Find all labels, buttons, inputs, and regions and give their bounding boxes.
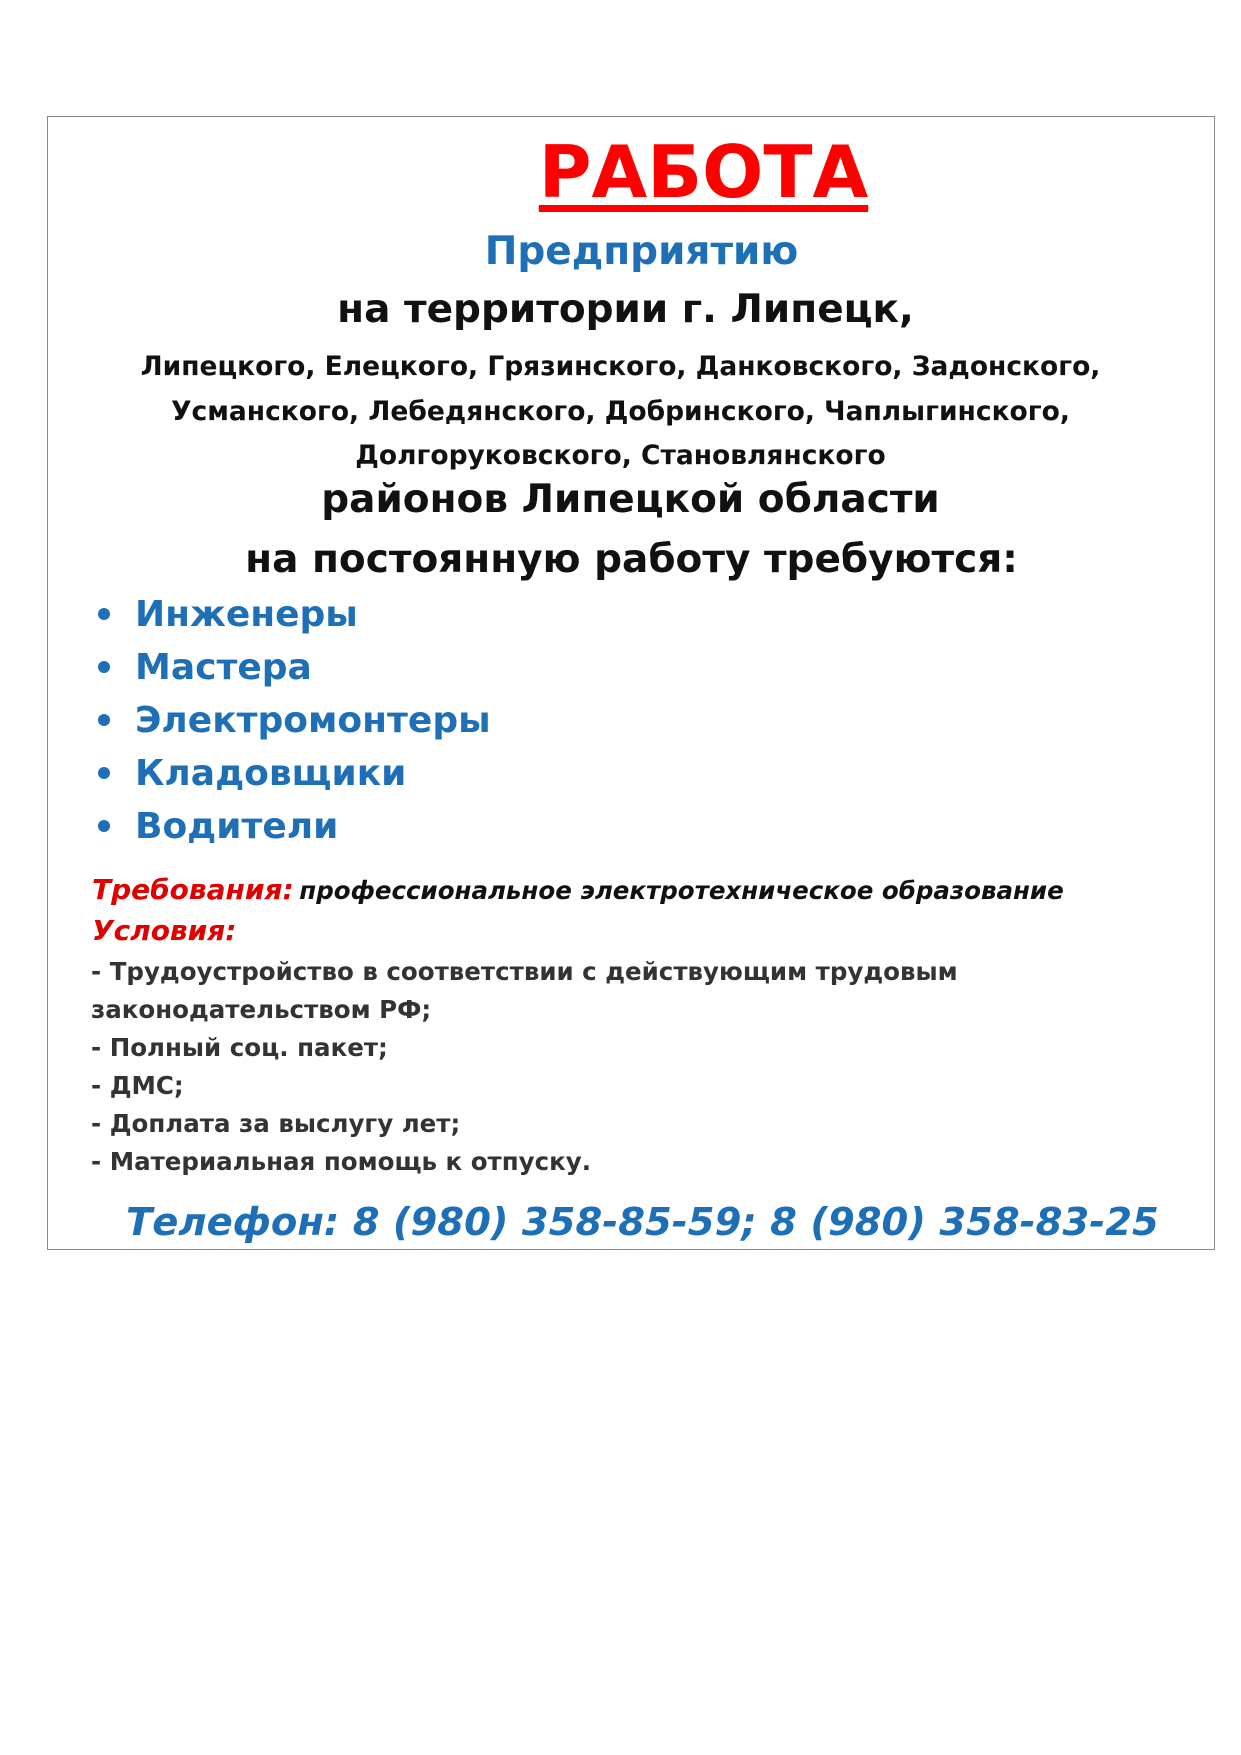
conditions-label: Условия: [92,914,237,947]
districts-line: Долгоруковского, Становлянского [355,440,886,471]
condition-item: - Материальная помощь к отпуску. [91,1147,592,1176]
bullet-icon [98,820,110,832]
condition-item: - Доплата за выслугу лет; [91,1109,461,1138]
company-line: Предприятию [484,229,799,274]
districts-line: Липецкого, Елецкого, Грязинского, Данковского, Задонского, [140,351,1101,382]
region-line: районов Липецкой области [321,477,940,522]
position-label: Мастера [135,647,312,688]
condition-item: - ДМС; [91,1071,184,1100]
districts-block [0,345,1241,479]
bullet-icon [98,661,110,673]
positions-list [95,588,491,853]
condition-item: законодательством РФ; [91,995,432,1024]
phone-line: Телефон: 8 (980) 358-85-59; 8 (980) 358-83-25 [126,1200,1159,1245]
districts-line: Усманского, Лебедянского, Добринского, Чаплыгинского, [171,395,1070,427]
position-item [95,747,491,800]
requirements-label: Требования: [92,873,294,906]
condition-item: - Трудоустройство в соответствии с действующим трудовым [91,957,958,986]
bullet-icon [98,714,110,726]
requirements-value: профессиональное электротехническое образование [299,876,1064,905]
position-item [95,694,491,747]
requirements-line [92,870,1064,914]
position-item [95,641,491,694]
position-label: Инженеры [135,594,358,635]
position-item [95,800,491,853]
bullet-icon [98,767,110,779]
position-label: Электромонтеры [135,700,491,741]
permanent-work-line: на постоянную работу требуются: [245,537,1018,582]
position-label: Водители [135,806,339,847]
position-item [95,588,491,641]
condition-item: - Полный соц. пакет; [91,1033,388,1062]
conditions-list [91,953,958,1181]
position-label: Кладовщики [135,753,407,794]
ad-headline: РАБОТА [538,130,869,214]
territory-line: на территории г. Липецк, [337,287,914,332]
bullet-icon [98,608,110,620]
